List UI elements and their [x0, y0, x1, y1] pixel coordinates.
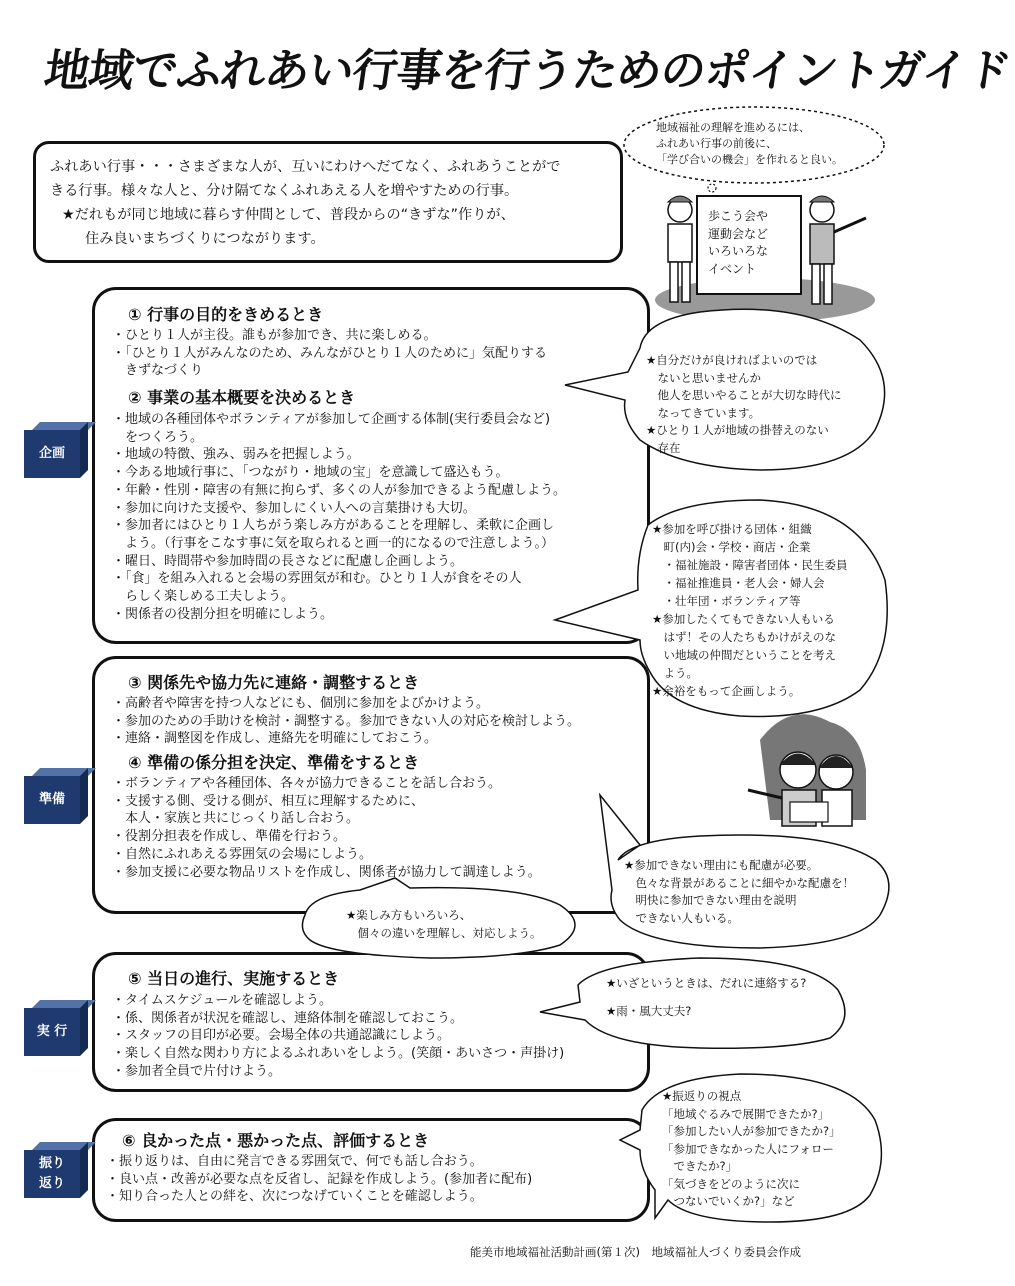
list-item: ・地域の特徴、強み、弱みを把握しよう。 — [112, 447, 360, 463]
list-item: ・楽しく自然な関わり方によるふれあいをしよう。(笑顔・あいさつ・声掛け) — [112, 1046, 565, 1062]
bubble-line: 地域福祉の理解を進めるには、 — [656, 121, 810, 134]
bubble-line: 明快に参加できない理由を説明 — [624, 893, 797, 907]
bubble-line: ★楽しみ方もいろいろ、 — [346, 908, 472, 922]
list-item: ・今ある地域行事に、「つながり・地域の宝」を意識して盛込もう。 — [112, 465, 509, 481]
bubble-line: できたか?」 — [662, 1159, 738, 1173]
bubble-2 — [652, 520, 848, 700]
section-heading: ⑤ 当日の進行、実施するとき — [128, 969, 340, 988]
bubble-line: い地域の仲間だということを考え — [652, 648, 836, 662]
bubble-line: 個々の違いを理解し、対応しよう。 — [346, 925, 542, 940]
list-item: ・参加のための手助けを検討・調整する。参加できない人の対応を検討しよう。 — [112, 713, 581, 729]
section-heading: ② 事業の基本概要を決めるとき — [128, 388, 356, 407]
bubble-line: ★自分だけが良ければよいのでは — [646, 353, 818, 367]
list-item: きずなづくり — [112, 363, 204, 379]
section-heading: ③ 関係先や協力先に連絡・調整するとき — [128, 673, 420, 692]
list-item: ・「食」を組み入れると会場の雰囲気が和む。ひとり１人が食をその人 — [112, 571, 522, 587]
list-item: ・良い点・改善が必要な点を反省し、記録を作成しよう。(参加者に配布) — [106, 1171, 533, 1187]
list-item: ・参加者全員で片付けよう。 — [112, 1063, 282, 1079]
list-item: ・係、関係者が状況を確認し、連絡体制を確認しておこう。 — [112, 1010, 464, 1026]
phase-label-line: 振り — [38, 1156, 65, 1171]
bubble-line: なってきています。 — [646, 405, 761, 420]
bubble-line: 「地域ぐるみで展開できたか?」 — [662, 1106, 830, 1121]
top-bubble — [656, 120, 843, 168]
section-5-list — [112, 992, 564, 1081]
list-item: ・支援する側、受ける側が、相互に理解するために、 — [112, 793, 425, 809]
list-item: をつくろう。 — [112, 429, 204, 445]
list-item: ・参加者にはひとり１人ちがう楽しみ方があることを理解し、柔軟に企画し — [112, 518, 555, 534]
list-item: ・年齢・性別・障害の有無に拘らず、多くの人が参加できるよう配慮しよう。 — [112, 482, 566, 498]
bubble-line: ★雨・風大丈夫? — [606, 1004, 692, 1018]
phase-plan-badge — [24, 422, 88, 478]
bubble-4 — [346, 907, 542, 942]
bubble-line: ・壮年団・ボランティア等 — [652, 594, 801, 608]
sign-line: イベント — [708, 261, 757, 276]
phase-review-badge — [24, 1142, 88, 1198]
footer-credit: 能美市地域福祉活動計画(第１次) 地域福祉人づくり委員会作成 — [470, 1245, 801, 1259]
bubble-line: 「学び合いの機会」を作れると良い。 — [656, 153, 843, 166]
list-item: ・タイムスケジュールを確認しよう。 — [112, 993, 332, 1008]
bubble-line: 存在 — [646, 440, 681, 455]
bubble-line: ★いざというときは、だれに連絡する? — [606, 976, 807, 990]
list-item: ・参加支援に必要な物品リストを作成し、関係者が協力して調達しよう。 — [112, 864, 541, 880]
sign-line: 運動会など — [708, 226, 769, 241]
bubble-6 — [662, 1088, 841, 1211]
bubble-line: はず！その人たちもかけがえのな — [652, 630, 836, 644]
section-heading: ① 行事の目的をきめるとき — [128, 305, 324, 324]
bubble-line: ★参加したくてもできない人もいる — [652, 612, 835, 626]
list-item: ・「ひとり１人がみんなのため、みんながひとり１人のために」気配りする — [112, 345, 547, 361]
list-item: ・自然にふれあえる雰囲気の会場にしよう。 — [112, 846, 373, 862]
bubble-line: ★振返りの視点 — [662, 1089, 742, 1103]
bubble-line: よう。 — [652, 666, 698, 680]
bubble-line: 「参加できなかった人にフォロー — [662, 1141, 834, 1156]
bubble-line: 色々な背景があることに細やかな配慮を！ — [624, 875, 854, 890]
bubble-line: ・福祉推進員・老人会・婦人会 — [652, 576, 825, 590]
intro-line: 住み良いまちづくりにつながります。 — [85, 231, 325, 247]
list-item: ・関係者の役割分担を明確にしよう。 — [112, 606, 334, 622]
bubble-line: できない人もいる。 — [624, 910, 739, 925]
bubble-line: ふれあい行事の前後に、 — [656, 137, 777, 150]
intro-line: ふれあい行事・・・さまざまな人が、互いにわけへだてなく、ふれあうことがで — [50, 159, 561, 175]
list-item: よう。（行事をこなす事に気を取られると画一的になるので注意しよう。） — [112, 535, 555, 551]
list-item: ・ひとり１人が主役。誰もが参加でき、共に楽しめる。 — [112, 328, 437, 343]
sign-line: いろいろな — [708, 244, 769, 258]
list-item: ・振り返りは、自由に発言できる雰囲気で、何でも話し合おう。 — [106, 1154, 483, 1169]
bubble-line: ★参加を呼び掛ける団体・組織 — [652, 522, 812, 536]
list-item: ・連絡・調整図を作成し、連絡先を明確にしておこう。 — [112, 731, 438, 747]
bubble-line: 「気づきをどのように次に — [662, 1176, 800, 1191]
phase-prep-badge — [24, 768, 88, 824]
section-1-list — [112, 327, 547, 380]
list-item: ・ボランティアや各種団体、各々が協力できることを話し合おう。 — [112, 776, 501, 791]
bubble-line: ・福祉施設・障害者団体・民生委員 — [652, 558, 848, 572]
intro-line: ★だれもが同じ地域に暮らす仲間として、普段からの“きずな”作りが、 — [62, 207, 515, 223]
intro-line: きる行事。様々な人と、分け隔てなくふれあえる人を増やすための行事。 — [50, 183, 519, 199]
bubble-line: ★余裕をもって企画しよう。 — [652, 684, 801, 698]
bubble-line: ★ひとり１人が地域の掛替えのない — [646, 423, 829, 437]
phase-label: 企画 — [24, 430, 80, 478]
phase-label — [24, 1150, 80, 1198]
section-heading: ⑥ 良かった点・悪かった点、評価するとき — [122, 1131, 430, 1150]
bubble-line: 他人を思いやることが大切な時代に — [646, 388, 842, 402]
bubble-3 — [624, 857, 854, 927]
list-item: ・役割分担表を作成し、準備を行おう。 — [112, 829, 347, 845]
phase-run-badge — [24, 1000, 88, 1056]
phase-label-line: 返り — [38, 1176, 65, 1191]
list-item: らしく楽しめる工夫しよう。 — [112, 589, 295, 605]
bubble-line: ★参加できない理由にも配慮が必要。 — [624, 858, 819, 872]
bubble-line: つないでいくか?」など — [662, 1194, 795, 1208]
list-item: ・スタッフの目印が必要。会場全体の共通認識にしよう。 — [112, 1028, 451, 1044]
bubble-line: 「参加したい人が参加できたか?」 — [662, 1124, 841, 1138]
section-6-list — [106, 1153, 532, 1206]
illustration-sign — [708, 208, 768, 278]
phase-label: 準備 — [24, 776, 80, 824]
bubble-5 — [606, 976, 806, 1018]
section-heading: ④ 準備の係分担を決定、準備をするとき — [128, 753, 420, 772]
list-item: 本人・家族と共にじっくり話し合おう。 — [112, 811, 360, 827]
section-2-list — [112, 411, 566, 623]
bubble-line: 町(内)会・学校・商店・企業 — [652, 540, 811, 554]
list-item: ・知り合った人との絆を、次につなげていくことを確認しよう。 — [106, 1189, 483, 1205]
section-3-list — [112, 695, 580, 748]
list-item: ・参加に向けた支援や、参加しにくい人への言葉掛けも大切。 — [112, 500, 476, 516]
sign-line: 歩こう会や — [708, 209, 769, 223]
list-item: ・曜日、時間帯や参加時間の長さなどに配慮し企画しよう。 — [112, 553, 464, 569]
phase-label: 実 行 — [24, 1008, 80, 1056]
page-title: 地域でふれあい行事を行うためのポイントガイド — [41, 44, 1014, 97]
section-4-list — [112, 775, 541, 881]
list-item: ・高齢者や障害を持つ人などにも、個別に参加をよびかけよう。 — [112, 696, 490, 711]
bubble-line: ないと思いませんか — [646, 370, 761, 385]
bubble-line — [606, 990, 806, 1004]
bubble-1 — [646, 352, 842, 457]
list-item: ・地域の各種団体やボランティアが参加して企画する体制(実行委員会など) — [112, 412, 551, 427]
